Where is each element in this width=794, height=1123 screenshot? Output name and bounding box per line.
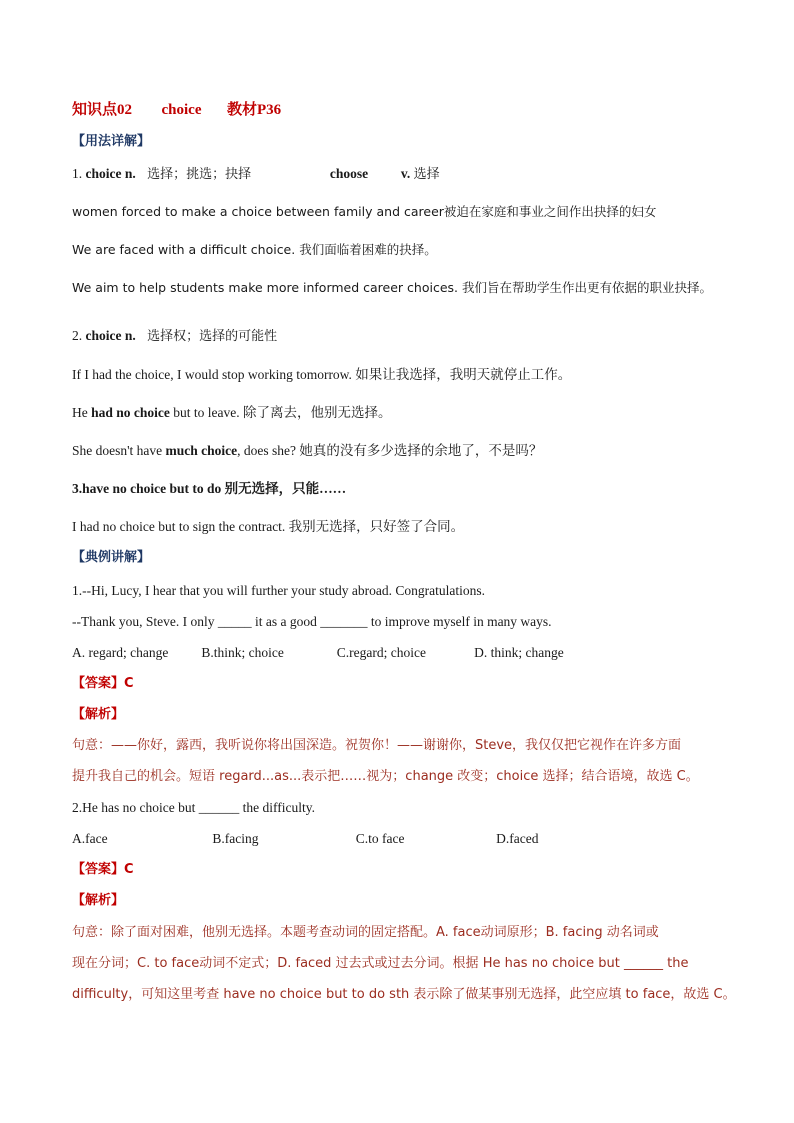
example-5 (72, 404, 392, 422)
question-1-line-2: --Thank you, Steve. I only _____ it as a good _______ to improve myself in many ways. (72, 614, 552, 629)
question-1-analysis-2: 提升我自己的机会。短语 regard...as...表示把……视为；change 改变；choice 选择；结合语境，故选 C。 (72, 769, 699, 784)
section-usage: 【用法详解】 (72, 134, 151, 149)
example-3: We aim to help students make more informed career choices. 我们旨在帮助学生作出更有依据的职业抉择。 (72, 280, 712, 295)
def-number: 1. (72, 166, 83, 181)
section-examples: 【典例讲解】 (72, 550, 151, 565)
example-2: We are faced with a difficult choice. 我们面临着困难的抉择。 (72, 242, 437, 257)
def-word: choice (85, 166, 122, 181)
definition-1 (72, 165, 440, 184)
question-2-answer: 【答案】C (72, 862, 134, 877)
question-2-analysis-3: difficulty，可知这里考查 have no choice but to do sth 表示除了做某事别无选择，此空应填 to face，故选 C。 (72, 987, 736, 1002)
def-number: 2. (72, 328, 83, 343)
textbook-ref: 教材P36 (227, 102, 282, 118)
option-a: A. regard; change (72, 645, 169, 660)
text: He (72, 405, 92, 420)
question-1-answer: 【答案】C (72, 676, 134, 691)
definition-3: 3.have no choice but to do 别无选择，只能…… (72, 481, 347, 496)
question-2-analysis-label: 【解析】 (72, 893, 125, 908)
def-word2: choose (329, 166, 369, 181)
bold-phrase: much choice (165, 443, 238, 458)
def-pos: n. (124, 328, 136, 343)
question-2-line-1: 2.He has no choice but ______ the difficulty. (72, 800, 315, 815)
def-pos: n. (124, 166, 136, 181)
question-1-options (72, 644, 564, 662)
question-2-options (72, 830, 538, 848)
example-6 (72, 442, 542, 460)
option-a: A.face (72, 831, 108, 846)
page-title (72, 101, 281, 119)
question-2-analysis-1: 句意：除了面对困难，他别无选择。本题考查动词的固定搭配。A. face动词原形；B. facing 动名词或 (72, 925, 659, 940)
option-b: B.think; choice (201, 645, 284, 660)
question-1-analysis-label: 【解析】 (72, 707, 125, 722)
option-b: B.facing (212, 831, 259, 846)
question-2-analysis-2: 现在分词；C. to face动词不定式；D. faced 过去式或过去分词。根据 He has no choice but ______ the (72, 956, 689, 971)
definition-2 (72, 327, 277, 346)
option-c: C.to face (355, 831, 405, 846)
def-meaning: 选择；挑选；抉择 (147, 167, 252, 182)
option-d: D. think; change (474, 645, 564, 660)
question-1-line-1: 1.--Hi, Lucy, I hear that you will further your study abroad. Congratulations. (72, 583, 486, 598)
example-4: If I had the choice, I would stop working tomorrow. 如果让我选择，我明天就停止工作。 (72, 367, 572, 382)
def-meaning2: 选择 (413, 167, 440, 182)
text: , does she? 她真的没有多少选择的余地了，不是吗？ (237, 443, 543, 458)
text: but to leave. 除了离去，他别无选择。 (169, 405, 392, 420)
text: She doesn't have (72, 443, 166, 458)
def-meaning: 选择权；选择的可能性 (147, 329, 278, 344)
knowledge-point-label: 知识点02 (72, 102, 133, 118)
def-word: choice (85, 328, 122, 343)
example-7: I had no choice but to sign the contract. 我别无选择，只好签了合同。 (72, 519, 465, 534)
question-1-analysis-1: 句意：——你好，露西，我听说你将出国深造。祝贺你！——谢谢你，Steve，我仅仅把它视作在许多方面 (72, 738, 682, 753)
option-c: C.regard; choice (336, 645, 426, 660)
example-1: women forced to make a choice between family and career被迫在家庭和事业之间作出抉择的妇女 (72, 204, 657, 219)
title-word: choice (161, 102, 202, 118)
option-d: D.faced (496, 831, 539, 846)
def-pos2: v. (400, 166, 411, 181)
bold-phrase: had no choice (91, 405, 170, 420)
